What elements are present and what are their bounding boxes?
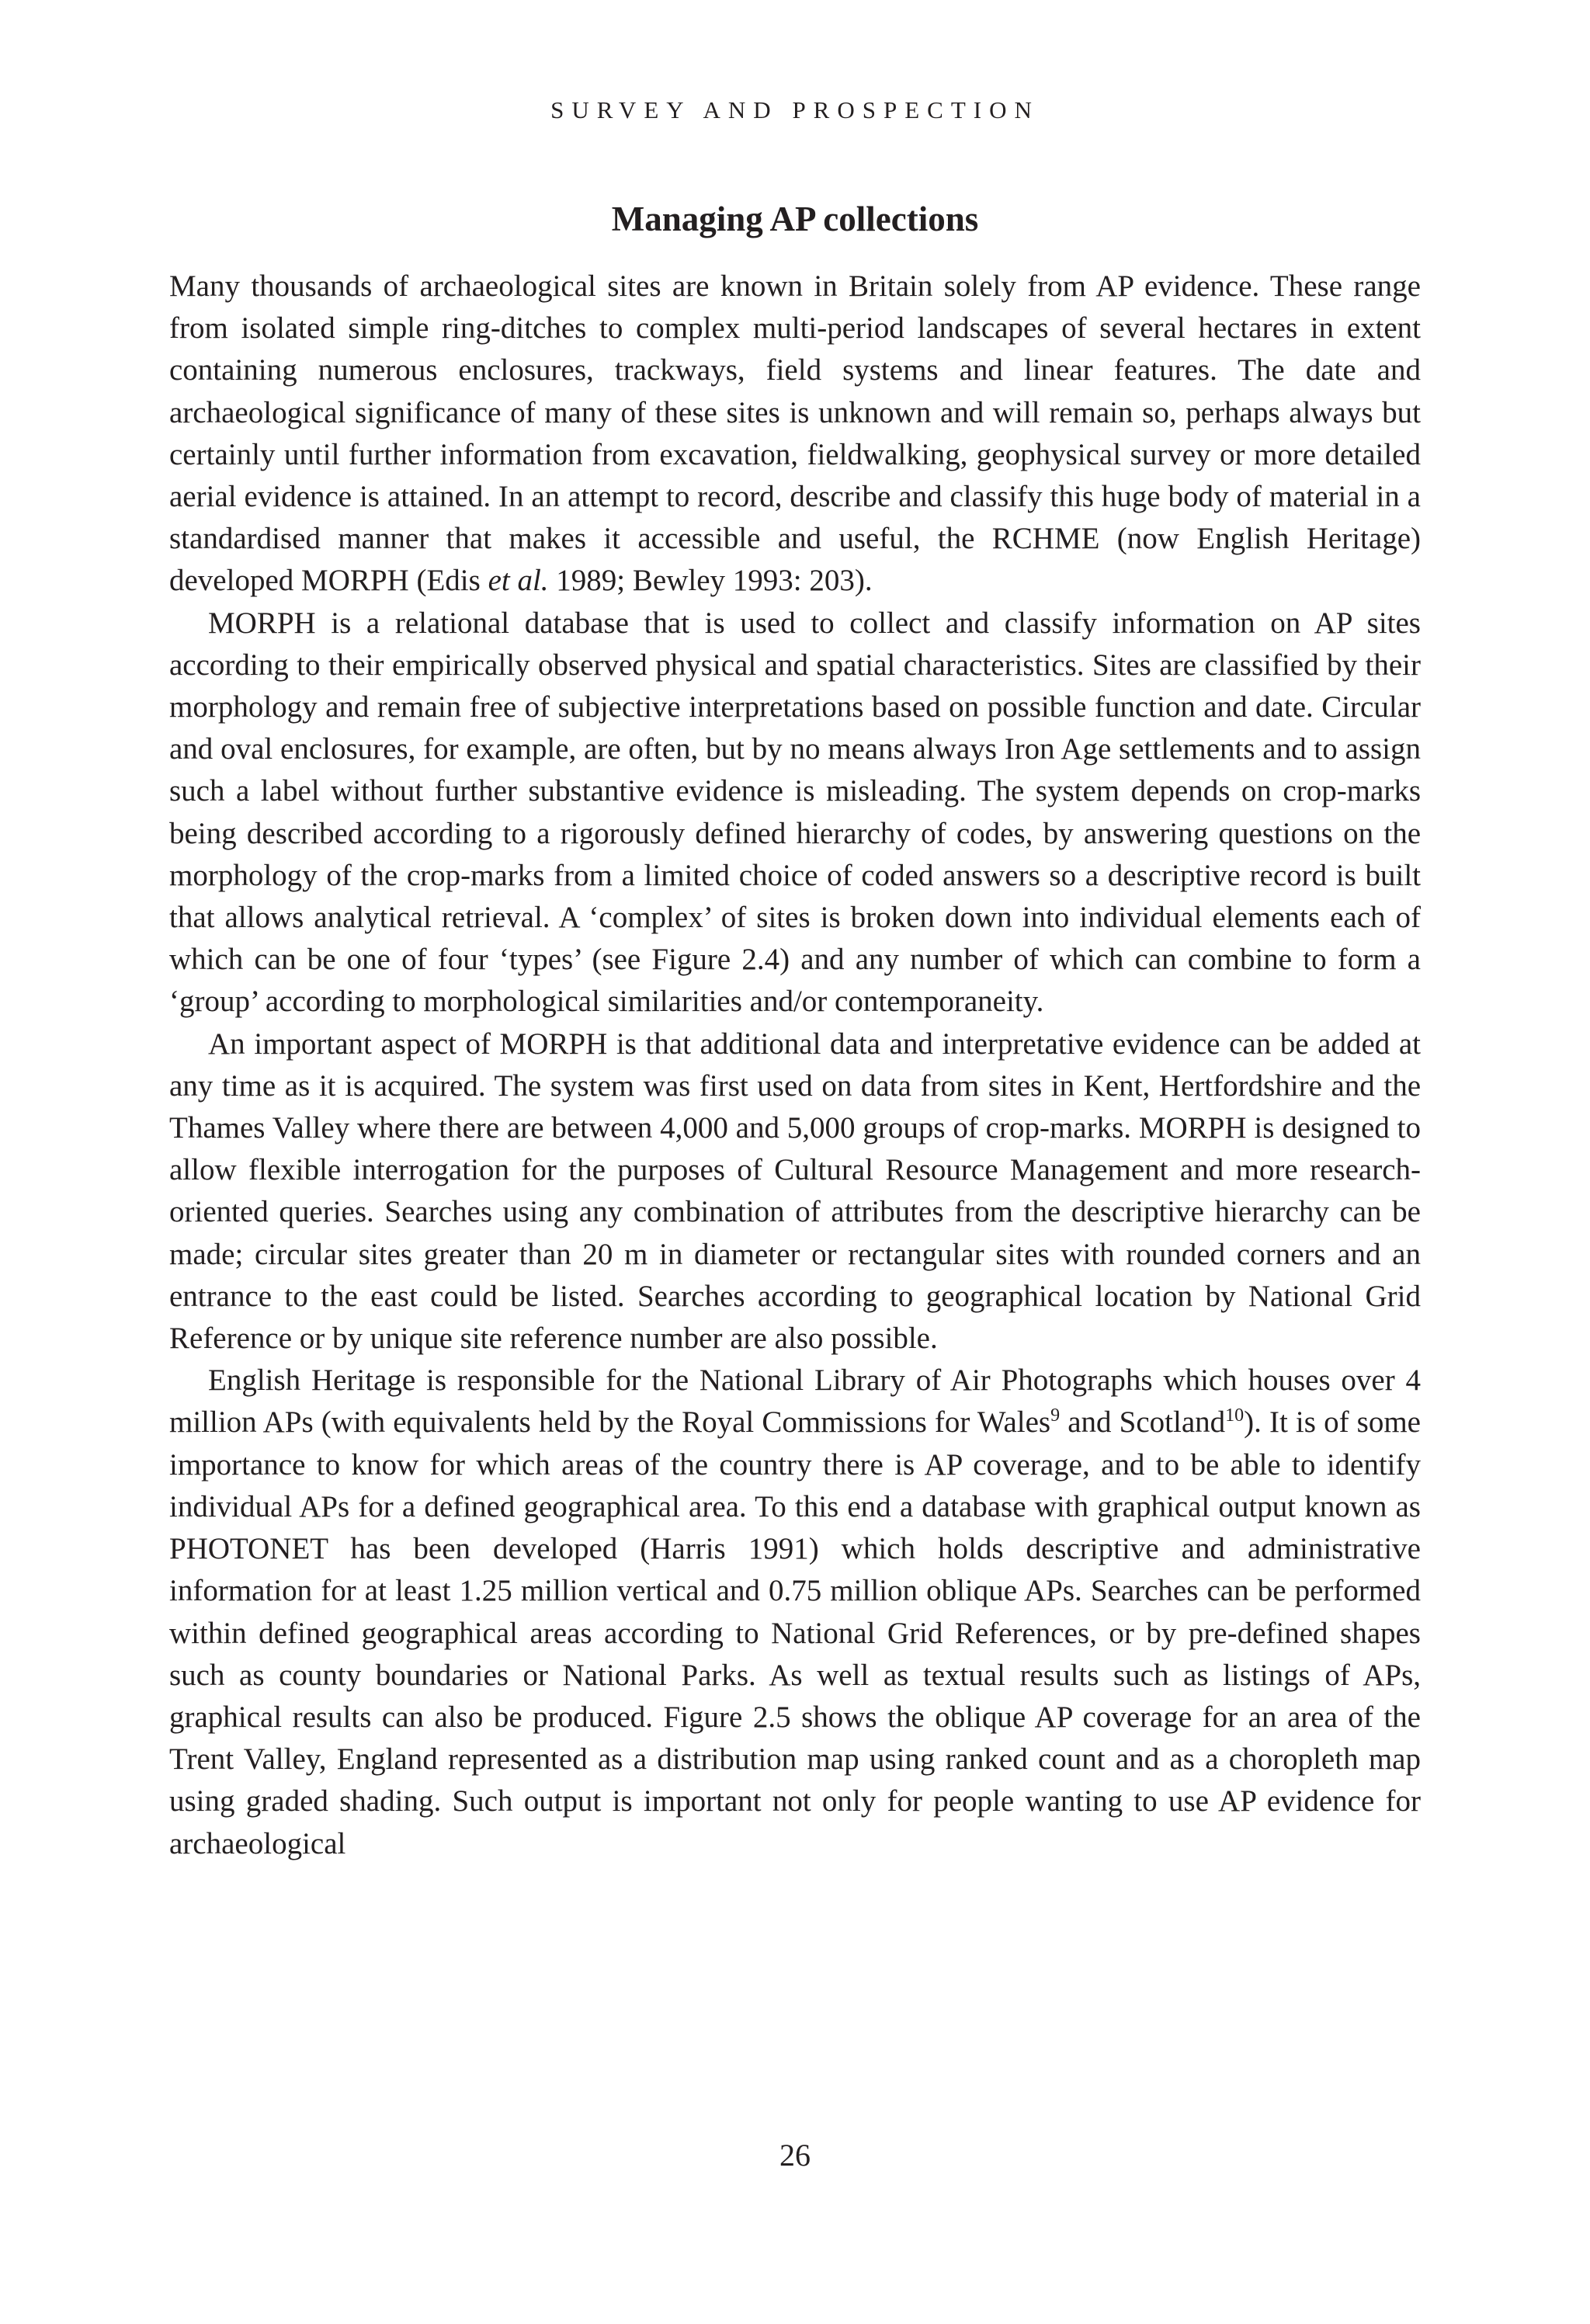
section-title: Managing AP collections [611,200,979,238]
paragraph-1-text-a: Many thousands of archaeological sites are known in Britain solely from AP evidence. These range from isolated simple ring-ditches to complex multi-period landscapes of several hectares in extent containing numerous enclosures, trackways, field systems and linear features. The date and archaeological significance of many of these sites is unknown and will remain so, perhaps always but certainly until further information from excavation, fieldwalking, geophysical survey or more detailed aerial evidence is attained. In an attempt to record, describe and classify this huge body of material in a standardised manner that makes it accessible and useful, the RCHME (now English Heritage) developed MORPH (Edis [169,269,1421,598]
paragraph-3: An important aspect of MORPH is that additional data and interpretative evidence can be added at any time as it is acquired. The system was first used on data from sites in Kent, Hertfordshire and the Thames Valley where there are between 4,000 and 5,000 groups of crop-marks. MORPH is designed to allow flexible interrogation for the purposes of Cultural Resource Management and more research-oriented queries. Searches using any combination of attributes from the descriptive hierarchy can be made; circular sites greater than 20 m in diameter or rectangular sites with rounded corners and an entrance to the east could be listed. Searches according to geographical location by National Grid Reference or by unique site reference number are also possible. [169,1027,1421,1356]
footnote-marker-10: 10 [1225,1405,1245,1426]
paragraph-4-text-b: and Scotland [1060,1405,1226,1440]
paragraph-1-italic-et-al: et al. [488,564,549,598]
paragraph-4-text-c: ). It is of some importance to know for which areas of the country there is AP coverage, and to be able to identify individual APs for a defined geographical area. To this end a database with graphical output known as PHOTONET has been developed (Harris 1991) which holds descriptive and administrative information for at least 1.25 million vertical and 0.75 million oblique APs. Searches can be performed within defined geographical areas according to National Grid References, or by pre-defined shapes such as county boundaries or National Parks. As well as textual results such as listings of APs, graphical results can also be produced. Figure 2.5 shows the oblique AP coverage for an area of the Trent Valley, England represented as a distribution map using ranked count and as a choropleth map using graded shading. Such output is important not only for people wanting to use AP evidence for archaeological [169,1405,1421,1860]
body-text [169,196,1421,1865]
footnote-marker-9: 9 [1050,1405,1061,1426]
running-head: SURVEY AND PROSPECTION [550,96,1040,123]
paragraph-4 [169,1360,1421,1864]
paragraph-1-text-c: 1989; Bewley 1993: 203). [548,564,873,598]
paragraph-4-text-a: English Heritage is responsible for the National Library of Air Photographs which houses over 4 million APs (with equivalents held by the Royal Commissions for Wales [169,1363,1421,1440]
paragraph-1 [169,266,1421,603]
paragraph-2: MORPH is a relational database that is used to collect and classify information on AP sites according to their empirically observed physical and spatial characteristics. Sites are classified by their morphology and remain free of subjective interpretations based on possible function and date. Circular and oval enclosures, for example, are often, but by no means always Iron Age settlements and to assign such a label without further substantive evidence is misleading. The system depends on crop-marks being described according to a rigorously defined hierarchy of codes, by answering questions on the morphology of the crop-marks from a limited choice of coded answers so a descriptive record is built that allows analytical retrieval. A ‘complex’ of sites is broken down into individual elements each of which can be one of four ‘types’ (see Figure 2.4) and any number of which can combine to form a ‘group’ according to morphological similarities and/or contemporaneity. [169,606,1421,1019]
page-number: 26 [779,2138,811,2173]
